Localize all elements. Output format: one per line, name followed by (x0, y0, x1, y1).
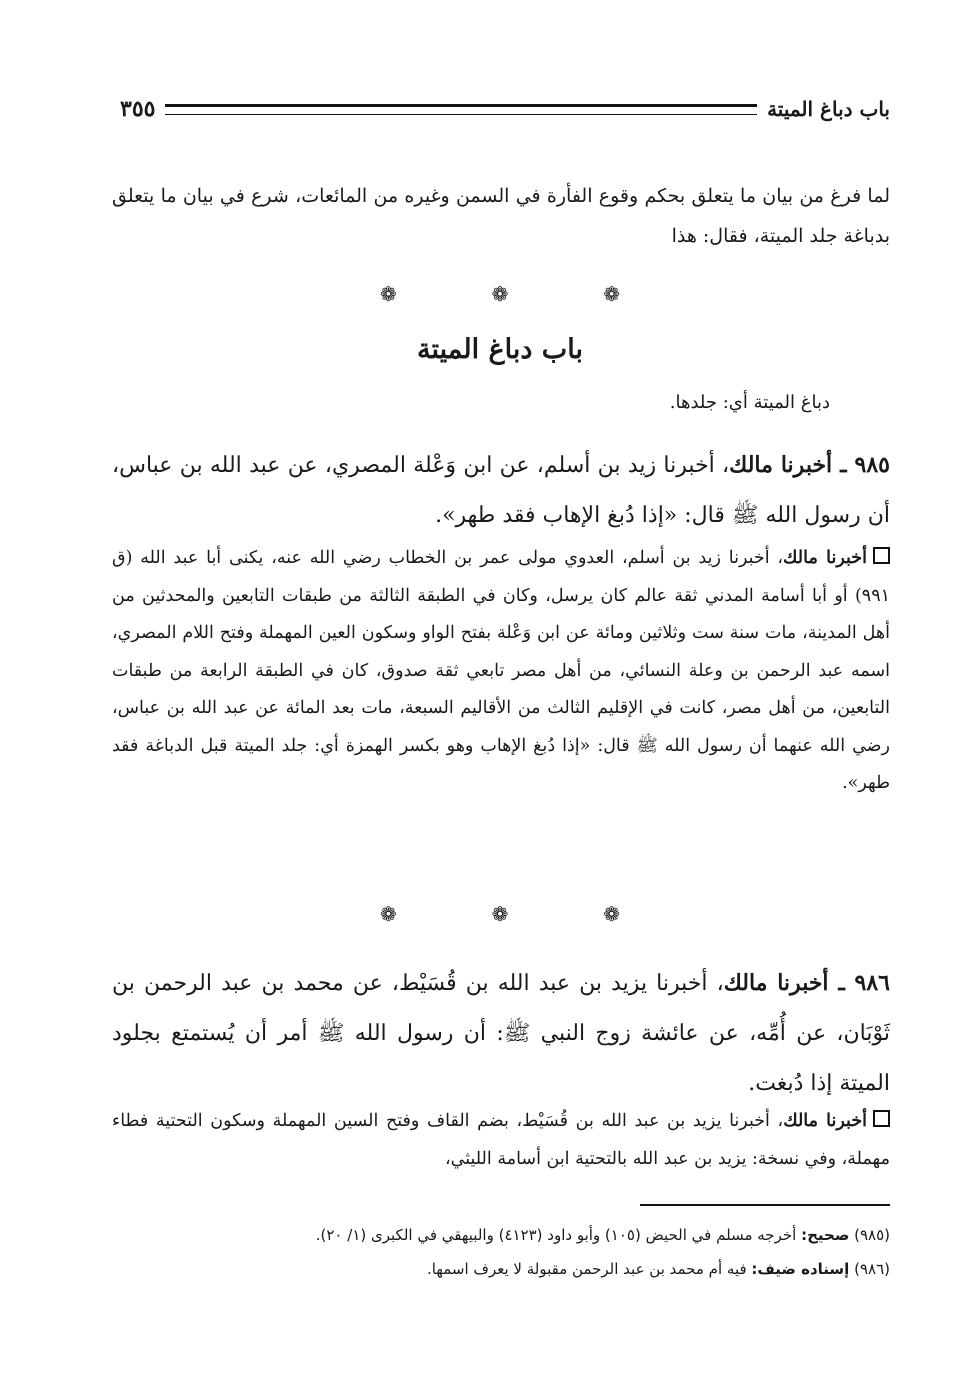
footnote-text: أخرجه مسلم في الحيض (١٠٥) وأبو داود (٤١٢٣) والبيهقي في الكبرى (١/ ٢٠). (315, 1226, 797, 1244)
hadith-986 (112, 958, 890, 1109)
section-separator (380, 282, 620, 306)
header-rule (165, 104, 757, 115)
section-separator (380, 902, 620, 926)
footnote-ref: (٩٨٦) (854, 1260, 890, 1278)
commentary-text: ، أخبرنا زيد بن أسلم، العدوي مولى عمر بن الخطاب رضي الله عنه، يكنى أبا عبد الله (ق ٩٩١) أو أبا أسامة المدني ثقة عالم كان يرسل، وكان في الطبقة الثالثة من طبقات التابعين والمحدثين من أهل المدينة، مات سنة ست وثلاثين ومائة عن ابن وَعْلة بفتح الواو وسكون العين المهملة وفتح اللام المصري، اسمه عبد الرحمن بن وعلة النسائي، من أهل مصر تابعي ثقة صدوق، كان في الطبقة الرابعة من طبقات التابعين، من أهل مصر، كانت في الإقليم الثالث من الأقاليم السبعة، مات بعد المائة عن عبد الله بن عباس، رضي الله عنهما أن رسول الله ﷺ قال: «إذا دُبغ الإهاب وهو بكسر الهمزة أي: جلد الميتة قبل الدباغة فقد طهر». (112, 548, 890, 793)
running-header (120, 92, 890, 126)
star-ornament-icon: ❁ (603, 282, 620, 306)
star-ornament-icon: ❁ (380, 282, 397, 306)
hadith-lead: ٩٨٥ ـ أخبرنا مالك (729, 452, 890, 478)
footnote-grade: صحيح: (801, 1226, 850, 1244)
commentary-986 (112, 1103, 890, 1178)
footnote-divider (640, 1204, 890, 1206)
intro-paragraph: لما فرغ من بيان ما يتعلق بحكم وقوع الفأرة في السمن وغيره من المائعات، شرع في بيان ما يتعلق بدباغة جلد الميتة، فقال: هذا (112, 185, 890, 247)
chapter-title: باب دباغ الميتة (417, 334, 583, 365)
star-ornament-icon: ❁ (491, 282, 509, 306)
footnote-985 (112, 1218, 890, 1252)
chapter-note: دباغ الميتة أي: جلدها. (669, 392, 830, 413)
footnotes (112, 1218, 890, 1286)
square-marker-icon (873, 547, 890, 564)
square-marker-icon (873, 1110, 890, 1127)
commentary-lead: أخبرنا مالك (783, 1111, 867, 1131)
hadith-text: ، أخبرنا زيد بن أسلم، عن ابن وَعْلة المصري، عن عبد الله بن عباس، أن رسول الله ﷺ قال: «إذا دُبغ الإهاب فقد طهر». (112, 453, 890, 528)
footnote-text: فيه أم محمد بن عبد الرحمن مقبولة لا يعرف اسمها. (426, 1260, 747, 1278)
footnote-grade: إسناده ضيف: (751, 1260, 850, 1278)
footnote-986 (112, 1252, 890, 1286)
commentary-text: ، أخبرنا يزيد بن عبد الله بن قُسَيْط، بضم القاف وفتح السين المهملة وسكون التحتية فطاء مهملة، وفي نسخة: يزيد بن عبد الله بالتحتية ابن أسامة الليثي، (112, 1111, 890, 1169)
hadith-985 (112, 440, 890, 541)
star-ornament-icon: ❁ (603, 902, 620, 926)
hadith-lead: ٩٨٦ ـ أخبرنا مالك (723, 970, 890, 996)
star-ornament-icon: ❁ (380, 902, 397, 926)
commentary-985 (112, 540, 890, 803)
header-title: باب دباغ الميتة (767, 97, 890, 121)
footnote-ref: (٩٨٥) (854, 1226, 890, 1244)
hadith-text: ، أخبرنا يزيد بن عبد الله بن قُسَيْط، عن محمد بن عبد الرحمن بن ثَوْبَان، عن أُمِّه، عن عائشة زوج النبي ﷺ: أن رسول الله ﷺ أمر أن يُستمتع بجلود الميتة إذا دُبغت. (112, 971, 890, 1096)
star-ornament-icon: ❁ (491, 902, 509, 926)
commentary-lead: أخبرنا مالك (783, 548, 867, 568)
page-number: ٣٥٥ (120, 96, 156, 122)
